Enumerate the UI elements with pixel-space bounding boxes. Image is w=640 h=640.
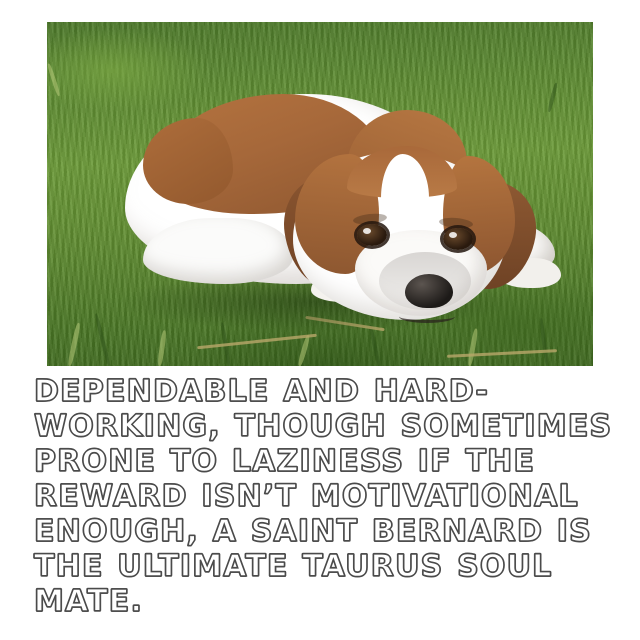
dog-photo <box>47 22 593 366</box>
dog-mouth <box>399 310 455 323</box>
eye-glint <box>449 232 457 238</box>
dog-eye-right <box>443 228 473 250</box>
eye-glint <box>363 228 371 234</box>
dog-rear-patch <box>143 118 233 204</box>
caption-text: DEPENDABLE AND HARD-WORKING, THOUGH SOMETIMES PRONE TO LAZINESS IF THE REWARD ISN’T MOTIVATIONAL ENOUGH, A SAINT BERNARD IS THE ULTIMATE TAURUS SOUL MATE. <box>34 374 613 619</box>
dog-eye-left <box>357 224 387 246</box>
dog-rear-leg <box>143 218 293 284</box>
saint-bernard-dog <box>47 22 593 366</box>
dog-nose <box>405 274 453 308</box>
